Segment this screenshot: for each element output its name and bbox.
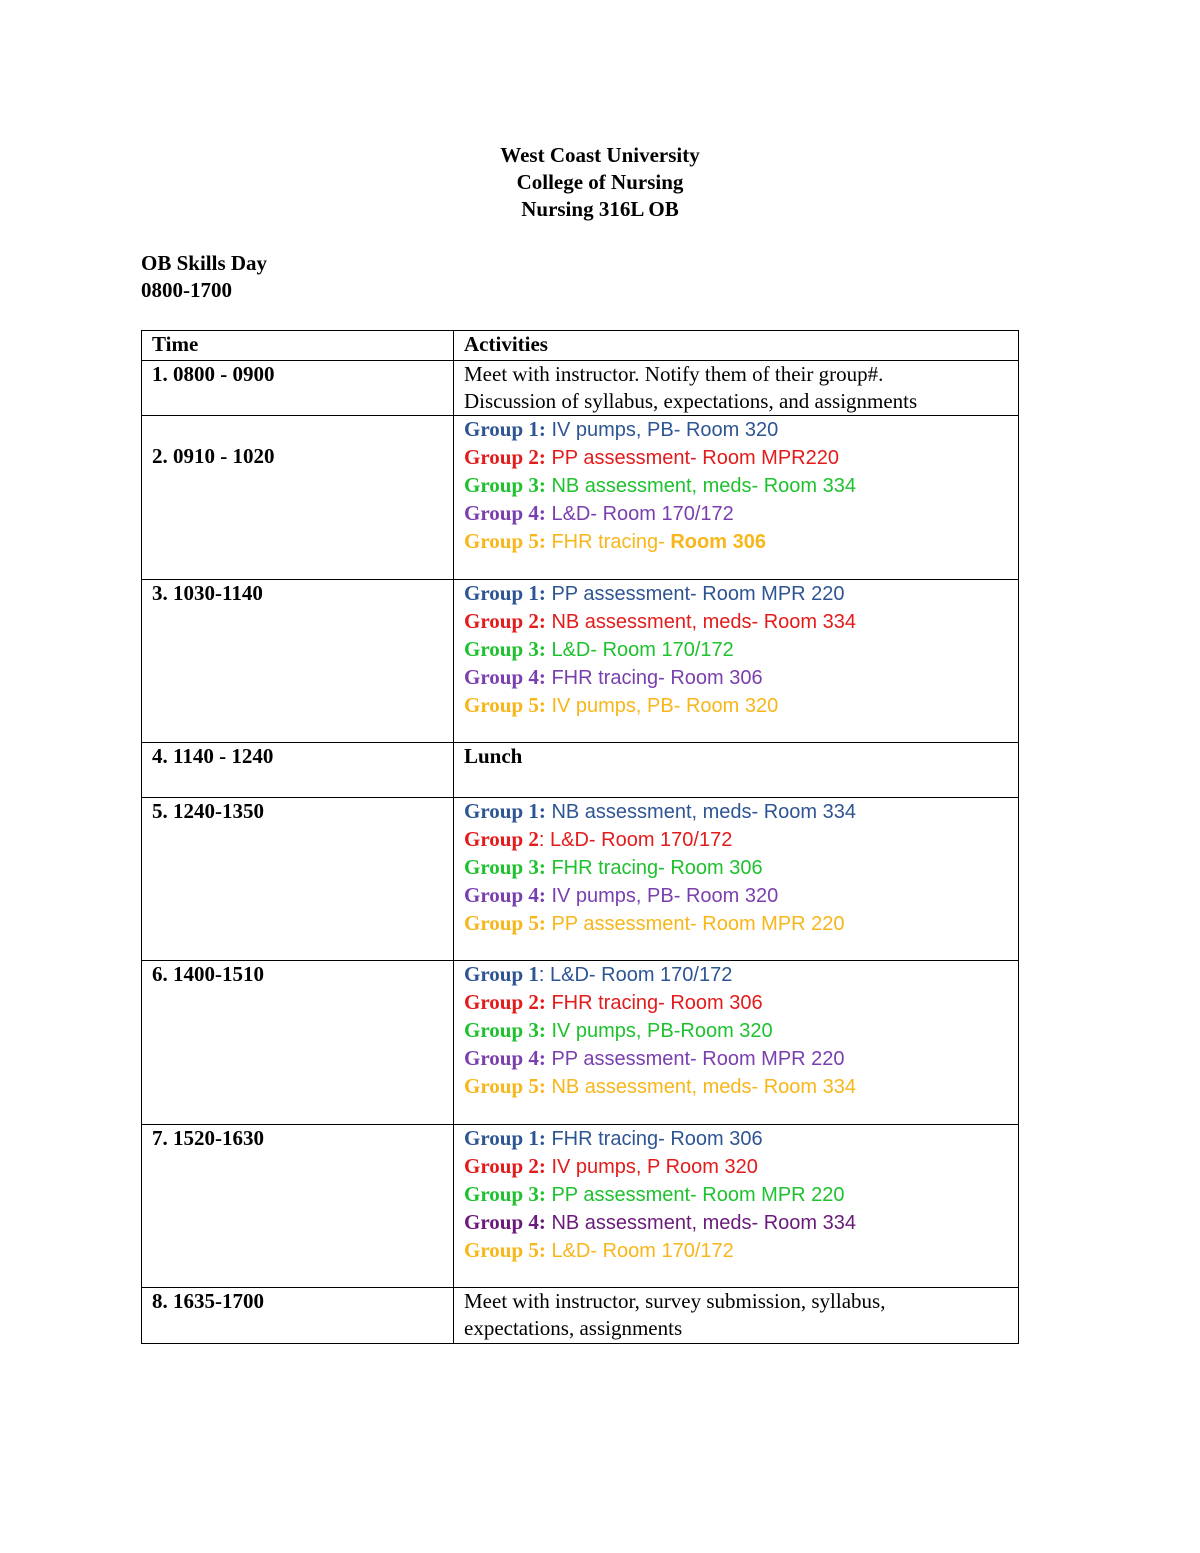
group-label: Group 2: [464, 827, 539, 851]
group-label: Group 4:: [464, 1210, 546, 1234]
group-activity: FHR tracing- Room 306: [545, 667, 763, 689]
document-header: [0, 142, 1200, 223]
group-assignment: [464, 664, 1008, 692]
group-assignment: [464, 882, 1008, 910]
group-label: Group 3:: [464, 473, 546, 497]
schedule-table: [141, 330, 1019, 1344]
group-activity: NB assessment, meds- Room 334: [545, 611, 857, 633]
group-label: Group 3:: [464, 1018, 546, 1042]
group-activity: : L&D- Room 170/172: [538, 829, 733, 851]
group-assignment: [464, 500, 1008, 528]
group-label: Group 2:: [464, 1154, 546, 1178]
event-info: [141, 250, 267, 304]
group-room: Room 306: [670, 531, 766, 553]
group-activity: IV pumps, P Room 320: [545, 1156, 758, 1178]
group-activity: IV pumps, PB-Room 320: [545, 1020, 773, 1042]
group-label: Group 4:: [464, 501, 546, 525]
group-assignment: [464, 1125, 1008, 1153]
group-activity: PP assessment- Room MPR 220: [545, 1184, 845, 1206]
course-name: Nursing 316L OB: [521, 197, 679, 221]
group-activity: PP assessment- Room MPR 220: [545, 583, 845, 605]
group-activity: L&D- Room 170/172: [545, 1240, 734, 1262]
time-cell: 1. 0800 - 0900: [142, 361, 454, 416]
group-assignment: [464, 1073, 1008, 1101]
group-assignment: [464, 1209, 1008, 1237]
group-label: Group 5:: [464, 911, 546, 935]
activity-text: Meet with instructor, survey submission, syllabus,: [464, 1289, 886, 1313]
group-assignment: [464, 608, 1008, 636]
table-row: [142, 416, 1019, 580]
group-assignment: [464, 1017, 1008, 1045]
group-assignment: [464, 636, 1008, 664]
group-label: Group 4:: [464, 883, 546, 907]
activity-cell: [454, 416, 1019, 580]
activity-cell: [454, 961, 1019, 1125]
group-activity: PP assessment- Room MPR 220: [545, 1048, 845, 1070]
table-row: [142, 798, 1019, 961]
time-cell: 3. 1030-1140: [142, 580, 454, 743]
table-row: [142, 1288, 1019, 1344]
group-activity: IV pumps, PB- Room 320: [545, 695, 779, 717]
group-label: Group 3:: [464, 1182, 546, 1206]
college-name: College of Nursing: [516, 170, 684, 194]
university-name: West Coast University: [500, 143, 700, 167]
group-assignment: [464, 444, 1008, 472]
group-label: Group 4:: [464, 1046, 546, 1070]
time-cell: 5. 1240-1350: [142, 798, 454, 961]
group-assignment: [464, 961, 1008, 989]
group-assignment: [464, 798, 1008, 826]
time-cell: 4. 1140 - 1240: [142, 743, 454, 798]
table-row: [142, 361, 1019, 416]
activity-text: Meet with instructor. Notify them of their group#.: [464, 362, 884, 386]
group-activity: IV pumps, PB- Room 320: [545, 419, 779, 441]
group-label: Group 5:: [464, 1074, 546, 1098]
time-label: 2. 0910 - 1020: [152, 444, 275, 468]
group-label: Group 5:: [464, 693, 546, 717]
table-header-row: [142, 331, 1019, 361]
group-assignment: [464, 910, 1008, 938]
group-label: Group 4:: [464, 665, 546, 689]
group-assignment: [464, 580, 1008, 608]
group-label: Group 3:: [464, 855, 546, 879]
group-assignment: [464, 1153, 1008, 1181]
group-activity: L&D- Room 170/172: [545, 639, 734, 661]
group-activity: : L&D- Room 170/172: [538, 964, 733, 986]
group-label: Group 5:: [464, 529, 546, 553]
lunch-cell: Lunch: [454, 743, 1019, 798]
activity-cell: [454, 361, 1019, 416]
activity-cell: [454, 1288, 1019, 1344]
group-activity: FHR tracing- Room 306: [545, 1128, 763, 1150]
group-label: Group 1:: [464, 799, 546, 823]
group-assignment: [464, 1181, 1008, 1209]
group-assignment: [464, 854, 1008, 882]
group-activity: PP assessment- Room MPR220: [545, 447, 839, 469]
activity-text: expectations, assignments: [464, 1316, 683, 1340]
group-activity: PP assessment- Room MPR 220: [545, 913, 845, 935]
group-label: Group 2:: [464, 445, 546, 469]
table-row: [142, 580, 1019, 743]
group-activity: FHR tracing- Room 306: [545, 992, 763, 1014]
group-label: Group 2:: [464, 990, 546, 1014]
group-label: Group 1:: [464, 417, 546, 441]
group-assignment: [464, 472, 1008, 500]
table-row: [142, 1125, 1019, 1288]
event-hours: 0800-1700: [141, 278, 232, 302]
activity-cell: [454, 1125, 1019, 1288]
group-assignment: [464, 1045, 1008, 1073]
activity-cell: [454, 798, 1019, 961]
group-assignment: [464, 528, 1008, 556]
group-activity: NB assessment, meds- Room 334: [545, 1212, 857, 1234]
group-activity: IV pumps, PB- Room 320: [545, 885, 779, 907]
group-activity: L&D- Room 170/172: [545, 503, 734, 525]
group-label: Group 1: [464, 962, 539, 986]
activity-text: Discussion of syllabus, expectations, and assignments: [464, 389, 918, 413]
table-row: [142, 743, 1019, 798]
group-activity: NB assessment, meds- Room 334: [545, 801, 857, 823]
group-activity: NB assessment, meds- Room 334: [545, 475, 857, 497]
time-cell: [142, 416, 454, 580]
group-assignment: [464, 826, 1008, 854]
group-activity: NB assessment, meds- Room 334: [545, 1076, 857, 1098]
time-cell: 7. 1520-1630: [142, 1125, 454, 1288]
group-label: Group 3:: [464, 637, 546, 661]
group-assignment: [464, 1237, 1008, 1265]
group-label: Group 1:: [464, 1126, 546, 1150]
group-label: Group 5:: [464, 1238, 546, 1262]
group-label: Group 2:: [464, 609, 546, 633]
group-activity: FHR tracing-: [545, 531, 671, 553]
column-header-time: Time: [142, 331, 454, 361]
group-assignment: [464, 989, 1008, 1017]
group-assignment: [464, 692, 1008, 720]
event-title: OB Skills Day: [141, 251, 268, 275]
table-row: [142, 961, 1019, 1125]
group-assignment: [464, 416, 1008, 444]
group-activity: FHR tracing- Room 306: [545, 857, 763, 879]
time-cell: 8. 1635-1700: [142, 1288, 454, 1344]
column-header-activities: Activities: [454, 331, 1019, 361]
activity-cell: [454, 580, 1019, 743]
time-cell: 6. 1400-1510: [142, 961, 454, 1125]
group-label: Group 1:: [464, 581, 546, 605]
